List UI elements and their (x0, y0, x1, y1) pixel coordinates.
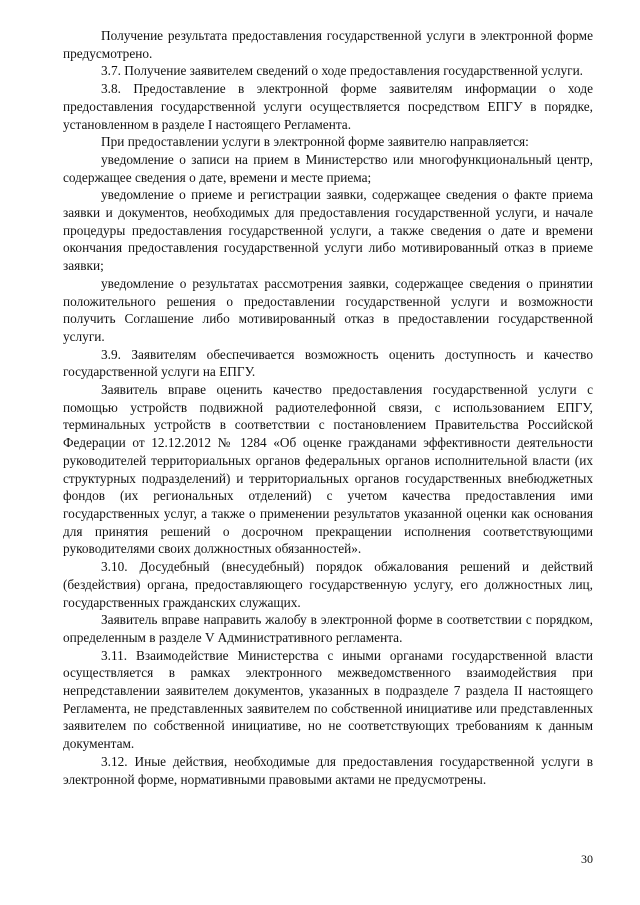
paragraph-complaint: Заявитель вправе направить жалобу в электронной форме в соответствии с порядком, определенным в разделе V Административного регламента. (63, 612, 593, 645)
paragraph-3-7: 3.7. Получение заявителем сведений о ходе предоставления государственной услуги. (101, 63, 584, 79)
paragraph-3-11: 3.11. Взаимодействие Министерства с иными органами государственной власти осуществляется в рамках электронного межведомственного взаимодействия при непредставлении заявителем документов, указанных в подразделе 7 раздела II настоящего Регламента, не представленных заявителем по собственной инициативе или представленных заявителем по собственной инициативе, но не соответствующих требованиям к данным документам. (63, 647, 593, 752)
paragraph-notifications-intro: При предоставлении услуги в электронной форме заявителю направляется: (101, 134, 529, 150)
page-number: 30 (581, 852, 593, 866)
paragraph-quality-evaluation: Заявитель вправе оценить качество предоставления государственной услуги с помощью устройств подвижной радиотелефонной связи, с использованием ЕПГУ, терминальных устройств в соответствии с постановлением Правительства Российской Федерации от 12.12.2012 № 1284 «Об оценке гражданами эффективности деятельности руководителей территориальных органов федеральных органов исполнительной власти (их структурных подразделений) и территориальных органов государственных внебюджетных фондов (их региональных отделений) с учетом качества предоставления ими государственных услуг, а также о применении результатов указанной оценки как основания для принятия решений о досрочном прекращении исполнения соответствующими руководителями своих должностных обязанностей». (63, 382, 593, 557)
paragraph-3-9: 3.9. Заявителям обеспечивается возможность оценить доступность и качество государственной услуги на ЕПГУ. (63, 346, 593, 380)
paragraph-3-10: 3.10. Досудебный (внесудебный) порядок обжалования решений и действий (бездействия) органа, предоставляющего государственную услугу, его должностных лиц, государственных гражданских служащих. (63, 559, 593, 610)
paragraph-3-8: 3.8. Предоставление в электронной форме заявителям информации о ходе предоставления государственной услуги осуществляется посредством ЕПГУ в порядке, установленном в разделе I настоящего Регламента. (63, 81, 593, 132)
paragraph-notification-results: уведомление о результатах рассмотрения заявки, содержащее сведения о принятии положительного решения о предоставлении государственной услуги и возможности получить Соглашение либо мотивированный отказ в предоставлении государственной услуги. (63, 275, 593, 344)
paragraph-result-electronic: Получение результата предоставления государственной услуги в электронной форме предусмотрено. (63, 28, 593, 61)
paragraph-notification-registration: уведомление о приеме и регистрации заявки, содержащее сведения о факте приема заявки и документов, необходимых для предоставления государственной услуги, и начале процедуры предоставления государственной услуги, а также сведения о дате и времени окончания предоставления государственной услуги либо мотивированный отказ в приеме заявки; (63, 187, 593, 274)
paragraph-3-12: 3.12. Иные действия, необходимые для предоставления государственной услуги в электронной форме, нормативными правовыми актами не предусмотрены. (63, 753, 593, 787)
paragraph-notification-appointment: уведомление о записи на прием в Министерство или многофункциональный центр, содержащее сведения о дате, времени и месте приема; (63, 151, 593, 185)
document-body (63, 27, 593, 788)
